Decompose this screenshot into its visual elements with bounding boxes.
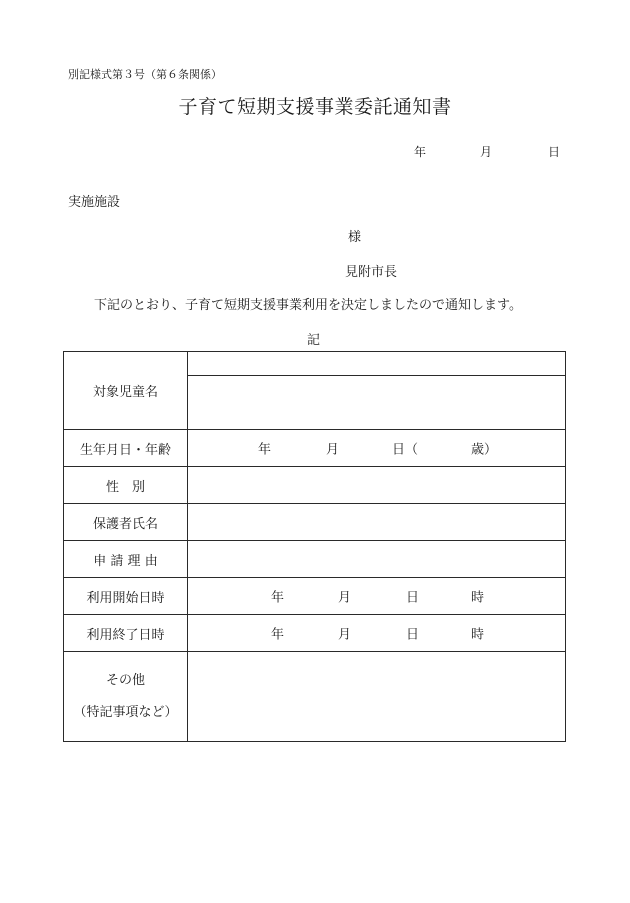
- sex-label: 性 別: [64, 467, 188, 504]
- form-number: 別記様式第３号（第６条関係）: [68, 68, 222, 81]
- guardian-name-field[interactable]: [188, 504, 566, 541]
- recipient-facility: 実施施設: [68, 195, 121, 210]
- table-row: [64, 467, 566, 504]
- table-row: [64, 504, 566, 541]
- other-notes-field[interactable]: [188, 652, 566, 742]
- dob-age-unit: 歳）: [471, 442, 498, 458]
- start-hour-unit: 時: [471, 590, 485, 606]
- other-label-line2: （特記事項など）: [73, 704, 178, 720]
- reason-label: 申 請 理 由: [64, 541, 188, 578]
- date-day-label: 日: [548, 145, 561, 159]
- start-day-unit: 日: [406, 590, 420, 606]
- recipient-honorific: 様: [348, 230, 362, 245]
- child-name-label: 対象児童名: [64, 352, 188, 430]
- sex-field[interactable]: [188, 467, 566, 504]
- table-row: [64, 352, 566, 376]
- dob-year-unit: 年: [258, 442, 272, 458]
- end-datetime-label: 利用終了日時: [64, 615, 188, 652]
- sender-mayor: 見附市長: [345, 265, 398, 280]
- notice-table: [63, 351, 566, 742]
- table-row: [64, 541, 566, 578]
- reason-field[interactable]: [188, 541, 566, 578]
- end-month-unit: 月: [338, 627, 352, 643]
- start-datetime-label: 利用開始日時: [64, 578, 188, 615]
- table-row: [64, 652, 566, 742]
- other-label: [64, 652, 188, 742]
- date-month-label: 月: [480, 145, 493, 159]
- end-hour-unit: 時: [471, 627, 485, 643]
- table-row: [64, 430, 566, 467]
- end-year-unit: 年: [271, 627, 285, 643]
- table-row: [64, 578, 566, 615]
- date-year-label: 年: [414, 145, 427, 159]
- child-name-field[interactable]: [188, 376, 566, 430]
- end-datetime-field[interactable]: [188, 615, 566, 652]
- child-name-furigana-field[interactable]: [188, 352, 566, 376]
- start-year-unit: 年: [271, 590, 285, 606]
- dob-label: 生年月日・年齢: [64, 430, 188, 467]
- guardian-name-label: 保護者氏名: [64, 504, 188, 541]
- ki-heading: 記: [307, 333, 321, 348]
- start-datetime-field[interactable]: [188, 578, 566, 615]
- dob-month-unit: 月: [326, 442, 340, 458]
- notice-body-text: 下記のとおり、子育て短期支援事業利用を決定しましたので通知します。: [94, 298, 522, 313]
- start-month-unit: 月: [338, 590, 352, 606]
- dob-field[interactable]: [188, 430, 566, 467]
- end-day-unit: 日: [406, 627, 420, 643]
- dob-day-unit: 日（: [392, 442, 419, 458]
- other-label-line1: その他: [105, 672, 145, 688]
- document-title: 子育て短期支援事業委託通知書: [178, 96, 452, 118]
- table-row: [64, 615, 566, 652]
